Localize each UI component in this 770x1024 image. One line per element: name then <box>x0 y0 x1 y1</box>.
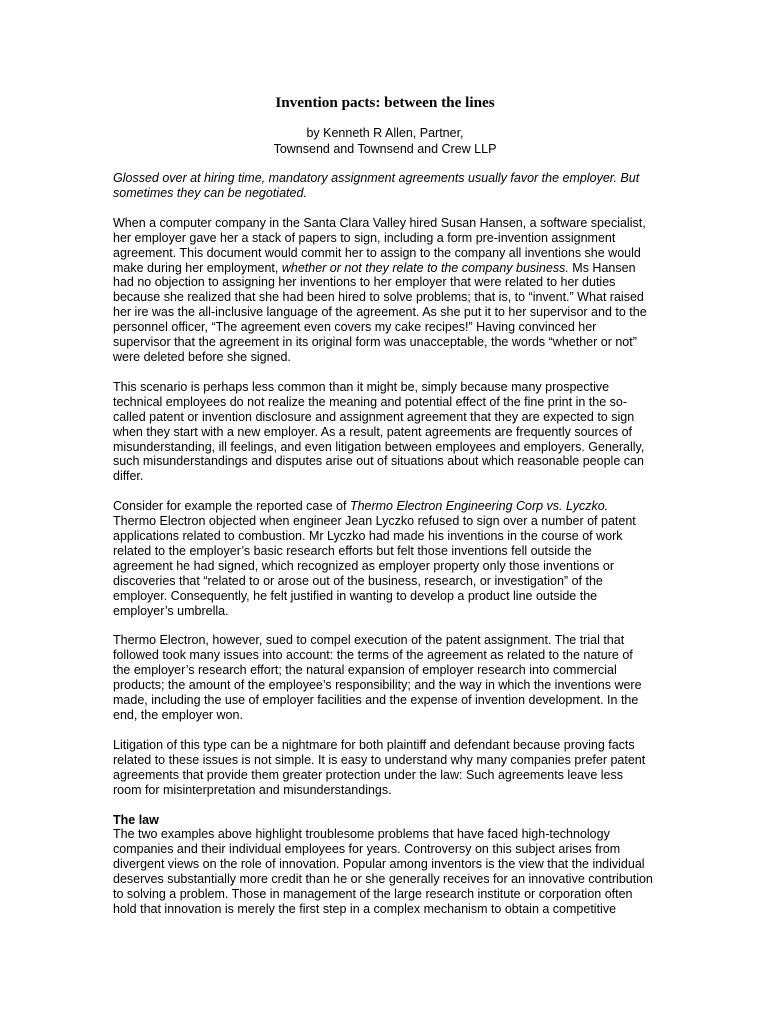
text-line <box>113 380 658 395</box>
text-run: companies and their individual employees for years. Controversy on this subject arises from <box>113 842 621 857</box>
text-run: to solving a problem. Those in management of the large research institute or corporation often <box>113 887 633 902</box>
text-line <box>113 827 658 842</box>
text-line <box>113 589 658 604</box>
text-run: personnel officer, “The agreement even covers my cake recipes!” Having convinced her <box>113 320 597 335</box>
text-line <box>113 335 658 350</box>
text-line <box>113 574 658 589</box>
text-line <box>113 529 658 544</box>
text-run: divergent views on the role of innovation. Popular among inventors is the view that the individual <box>113 857 645 872</box>
text-line <box>113 320 658 335</box>
byline <box>0 125 770 157</box>
text-run: agreement he had signed, which recognized as employer property only those inventions or <box>113 558 614 573</box>
text-run: room for misinterpretation and misunderstandings. <box>113 782 392 797</box>
text-line <box>113 783 658 798</box>
text-line <box>113 738 658 753</box>
text-line <box>113 633 658 648</box>
section-law <box>113 813 658 917</box>
text-line <box>113 678 658 693</box>
text-run: agreements that provide them greater protection under the law: Such agreements leave less <box>113 767 624 782</box>
paragraph <box>113 738 658 798</box>
italic-text: sometimes they can be negotiated. <box>113 185 307 200</box>
text-run: This scenario is perhaps less common than it might be, simply because many prospective <box>113 379 610 394</box>
italic-text: whether or not they relate to the company business. <box>281 260 569 275</box>
text-run: because she realized that she had been hired to solve problems; that is, to “invent.” What raised <box>113 290 644 305</box>
text-run: Thermo Electron objected when engineer Jean Lyczko refused to sign over a number of patent <box>113 514 636 529</box>
article-body <box>113 171 658 932</box>
text-line <box>113 275 658 290</box>
text-line <box>113 768 658 783</box>
text-run: when they start with a new employer. As a result, patent agreements are frequently sources of <box>113 424 633 439</box>
text-line <box>113 231 658 246</box>
text-line <box>113 216 658 231</box>
text-run: misunderstanding, ill feelings, and even litigation between employees and employers. Generally, <box>113 439 645 454</box>
text-run: technical employees do not realize the meaning and potential effect of the fine print in the so- <box>113 394 627 409</box>
paragraph <box>113 499 658 618</box>
text-line <box>113 440 658 455</box>
text-line <box>113 469 658 484</box>
text-line <box>113 410 658 425</box>
text-run: made, including the use of employer facilities and the expense of invention development. In the <box>113 693 639 708</box>
text-run: Consider for example the reported case of <box>113 499 350 514</box>
text-line <box>113 872 658 887</box>
text-line <box>113 305 658 320</box>
text-line <box>113 499 658 514</box>
text-run: were deleted before she signed. <box>113 349 291 364</box>
text-line <box>113 648 658 663</box>
text-line <box>113 693 658 708</box>
text-line <box>113 887 658 902</box>
text-run: supervisor that the agreement in its original form was unacceptable, the words “whether or not” <box>113 335 637 350</box>
text-line <box>113 425 658 440</box>
text-run: applications related to combustion. Mr Lyczko had made his inventions in the course of work <box>113 529 623 544</box>
text-line <box>113 350 658 365</box>
text-line <box>113 246 658 261</box>
text-run: Ms Hansen <box>568 260 636 275</box>
text-line <box>113 857 658 872</box>
text-run: related to these issues is not simple. It is easy to understand why many companies prefer patent <box>113 752 646 767</box>
text-run: make during her employment, <box>113 260 282 275</box>
text-run: When a computer company in the Santa Clara Valley hired Susan Hansen, a software specialist, <box>113 215 646 230</box>
paragraph <box>113 171 658 201</box>
text-line <box>113 902 658 917</box>
text-line <box>113 395 658 410</box>
text-run: related to the employer’s basic research efforts but felt those inventions fell outside the <box>113 543 592 558</box>
text-line <box>113 171 658 186</box>
text-run: followed took many issues into account: the terms of the agreement as related to the nature of <box>113 648 633 663</box>
text-line <box>113 544 658 559</box>
italic-text: Glossed over at hiring time, mandatory assignment agreements usually favor the employer. But <box>113 171 640 185</box>
document-title: Invention pacts: between the lines <box>275 94 495 111</box>
text-run: products; the amount of the employee’s responsibility; and the way in which the inventions were <box>113 678 642 693</box>
italic-text: Thermo Electron Engineering Corp vs. Lyczko. <box>349 499 609 514</box>
text-run: end, the employer won. <box>113 708 243 722</box>
text-run: her ire was the all-inclusive language of the agreement. As she put it to her supervisor and to the <box>113 305 647 320</box>
text-line <box>113 559 658 574</box>
paragraph <box>113 633 658 722</box>
byline-firm: Townsend and Townsend and Crew LLP <box>273 142 497 156</box>
text-run: her employer gave her a stack of papers to sign, including a form pre-invention assignment <box>113 230 616 245</box>
text-run: such misunderstandings and disputes arise out of situations about which reasonable people can <box>113 454 644 469</box>
text-run: called patent or invention disclosure and assignment agreement that they are expected to sign <box>113 409 635 424</box>
text-run: agreement. This document would commit her to assign to the company all inventions she would <box>113 245 641 260</box>
text-line <box>113 753 658 768</box>
text-line <box>113 708 658 723</box>
text-line <box>113 604 658 619</box>
text-line <box>113 261 658 276</box>
text-run: the employer’s research effort; the natural expansion of employer research into commercial <box>113 663 617 678</box>
text-line <box>113 842 658 857</box>
text-line <box>113 663 658 678</box>
text-line <box>113 514 658 529</box>
text-run: hold that innovation is merely the first step in a complex mechanism to obtain a competitive <box>113 901 617 916</box>
text-run: had no objection to assigning her inventions to her employer that were related to her duties <box>113 275 616 290</box>
text-run: Litigation of this type can be a nightmare for both plaintiff and defendant because proving facts <box>113 737 635 752</box>
text-run: differ. <box>113 469 144 484</box>
text-line <box>113 186 658 201</box>
byline-author: by Kenneth R Allen, Partner, <box>306 126 464 140</box>
text-run: The two examples above highlight troublesome problems that have faced high-technology <box>113 827 610 842</box>
text-line <box>113 454 658 469</box>
section-heading: The law <box>113 812 159 827</box>
text-run: employer. Consequently, he felt justified in wanting to develop a product line outside the <box>113 588 598 603</box>
paragraph <box>113 380 658 484</box>
text-run: discoveries that “related to or arose out of the business, research, or investigation” of the <box>113 573 603 588</box>
text-run: Thermo Electron, however, sued to compel execution of the patent assignment. The trial that <box>113 633 625 648</box>
text-run: deserves substantially more credit than he or she generally receives for an innovative contribution <box>113 872 653 887</box>
paragraph <box>113 216 658 365</box>
text-run: employer’s umbrella. <box>113 603 229 618</box>
text-line <box>113 290 658 305</box>
